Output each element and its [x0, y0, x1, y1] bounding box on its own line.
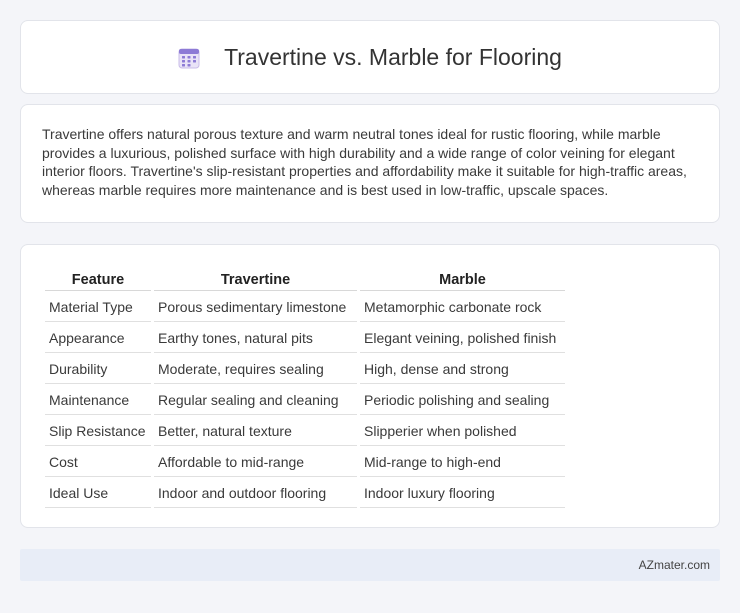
- header-travertine: Travertine: [154, 269, 357, 291]
- marble-cell: Metamorphic carbonate rock: [360, 293, 565, 322]
- comparison-table-card: [20, 244, 720, 528]
- description-text: Travertine offers natural porous texture and warm neutral tones ideal for rustic flooring, while marble provides a luxurious, polished surface with high durability and a wide range of color veining for elegant interior floors. Travertine's slip-resistant properties and affordability make it suitable for high-traffic areas, whereas marble requires more maintenance and is best used in low-traffic, upscale spaces.: [42, 126, 687, 198]
- marble-cell: Mid-range to high-end: [360, 448, 565, 477]
- travertine-cell: Moderate, requires sealing: [154, 355, 357, 384]
- marble-cell: Elegant veining, polished finish: [360, 324, 565, 353]
- feature-cell: Durability: [45, 355, 151, 384]
- marble-cell: Indoor luxury flooring: [360, 479, 565, 508]
- marble-cell: Periodic polishing and sealing: [360, 386, 565, 415]
- table-row: [45, 448, 565, 477]
- feature-cell: Maintenance: [45, 386, 151, 415]
- calendar-icon: [178, 47, 200, 69]
- feature-cell: Appearance: [45, 324, 151, 353]
- header-marble: Marble: [360, 269, 565, 291]
- travertine-cell: Better, natural texture: [154, 417, 357, 446]
- table-row: [45, 417, 565, 446]
- feature-cell: Slip Resistance: [45, 417, 151, 446]
- table-row: [45, 355, 565, 384]
- table-row: [45, 324, 565, 353]
- feature-cell: Ideal Use: [45, 479, 151, 508]
- comparison-table: [42, 267, 568, 510]
- travertine-cell: Porous sedimentary limestone: [154, 293, 357, 322]
- travertine-cell: Regular sealing and cleaning: [154, 386, 357, 415]
- table-header-row: [45, 269, 565, 291]
- travertine-cell: Earthy tones, natural pits: [154, 324, 357, 353]
- feature-cell: Material Type: [45, 293, 151, 322]
- travertine-cell: Indoor and outdoor flooring: [154, 479, 357, 508]
- page-title: Travertine vs. Marble for Flooring: [224, 43, 562, 70]
- feature-cell: Cost: [45, 448, 151, 477]
- title-card: [20, 20, 720, 94]
- header-feature: Feature: [45, 269, 151, 291]
- marble-cell: High, dense and strong: [360, 355, 565, 384]
- table-row: [45, 293, 565, 322]
- travertine-cell: Affordable to mid-range: [154, 448, 357, 477]
- table-row: [45, 386, 565, 415]
- footer-bar: [20, 549, 720, 581]
- marble-cell: Slipperier when polished: [360, 417, 565, 446]
- table-row: [45, 479, 565, 508]
- description-card: [20, 104, 720, 223]
- footer-brand: AZmater.com: [638, 558, 710, 572]
